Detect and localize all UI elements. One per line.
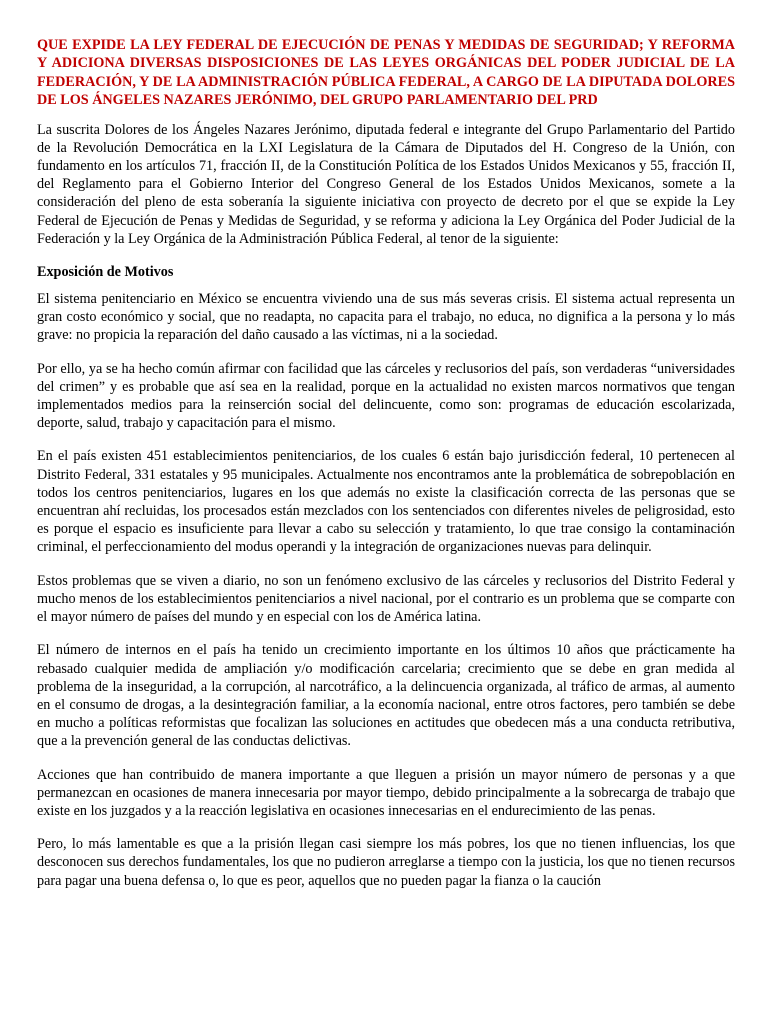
body-paragraph-3: En el país existen 451 establecimientos penitenciarios, de los cuales 6 están bajo jurisdicción federal, 10 pertenecen al Distrito Federal, 331 estatales y 95 municipales. Actualmente nos encontramos ante la problemática de sobrepoblación en todos los centros penitenciarios, lugares en los que además no existe la clasificación correcta de las personas que se encuentran ahí recluidas, los procesados están mezclados con los sentenciados con diferentes niveles de peligrosidad, esto es porque el espacio es insuficiente para llevar a cabo su selección y tratamiento, lo que trae consigo la contaminación criminal, el perfeccionamiento del modus operandi y la integración de organizaciones nuevas para delinquir. xyxy=(37,448,735,556)
document-title: QUE EXPIDE LA LEY FEDERAL DE EJECUCIÓN DE PENAS Y MEDIDAS DE SEGURIDAD; Y REFORMA Y ADICIONA DIVERSAS DISPOSICIONES DE LAS LEYES ORGÁNICAS DEL PODER JUDICIAL DE LA FEDERACIÓN, Y DE LA ADMINISTRACIÓN PÚBLICA FEDERAL, A CARGO DE LA DIPUTADA DOLORES DE LOS ÁNGELES NAZARES JERÓNIMO, DEL GRUPO PARLAMENTARIO DEL PRD xyxy=(37,37,735,109)
body-paragraph-5: El número de internos en el país ha tenido un crecimiento importante en los últimos 10 años que prácticamente ha rebasado cualquier medida de ampliación y/o modificación carcelaria; crecimiento que se debe en gran medida al problema de la inseguridad, a la corrupción, al narcotráfico, a la delincuencia organizada, al tráfico de armas, al aumento en el consumo de drogas, a la desintegración familiar, a la economía nacional, entre otros factores, pero también se debe en mucho a políticas reformistas que focalizan las soluciones en actitudes que obedecen más a una conducta retributiva, que a la prevención general de las conductas delictivas. xyxy=(37,642,735,750)
body-paragraph-7: Pero, lo más lamentable es que a la prisión llegan casi siempre los más pobres, los que no tienen influencias, los que desconocen sus derechos fundamentales, los que no pudieron arreglarse a tiempo con la justicia, los que no tienen recursos para pagar una buena defensa o, lo que es peor, aquellos que no pueden pagar la fianza o la caución xyxy=(37,836,735,889)
body-paragraph-6: Acciones que han contribuido de manera importante a que lleguen a prisión un mayor número de personas y a que permanezcan en ocasiones de manera innecesaria por mayor tiempo, debido principalmente a la sobrecarga de trabajo que existe en los juzgados y a la reacción legislativa en ocasiones innecesarias en el endurecimiento de las penas. xyxy=(37,766,735,819)
body-paragraph-2: Por ello, ya se ha hecho común afirmar con facilidad que las cárceles y reclusorios del país, son verdaderas “universidades del crimen” y es probable que así sea en la realidad, porque en la actualidad no existen marcos normativos que tengan implementados medios para la reinserción social del delincuente, como son: programas de educación escolarizada, deporte, salud, trabajo y capacitación para el mismo. xyxy=(37,360,735,432)
body-paragraph-1: El sistema penitenciario en México se encuentra viviendo una de sus más severas crisis. El sistema actual representa un gran costo económico y social, que no readapta, no capacita para el trabajo, no educa, no dignifica a la persona y lo más grave: no propicia la reparación del daño causado a las víctimas, ni a la sociedad. xyxy=(37,291,735,344)
body-paragraph-4: Estos problemas que se viven a diario, no son un fenómeno exclusivo de las cárceles y reclusorios del Distrito Federal y mucho menos de los establecimientos penitenciarios a nivel nacional, por el contrario es un problema que se comparte con el mayor número de países del mundo y en especial con los de América latina. xyxy=(37,572,735,626)
document-page xyxy=(37,36,735,905)
section-heading: Exposición de Motivos xyxy=(37,264,174,281)
intro-paragraph: La suscrita Dolores de los Ángeles Nazares Jerónimo, diputada federal e integrante del Grupo Parlamentario del Partido de la Revolución Democrática en la LXI Legislatura de la Cámara de Diputados del H. Congreso de la Unión, con fundamento en los artículos 71, fracción II, de la Constitución Política de los Estados Unidos Mexicanos y 55, fracción II, del Reglamento para el Gobierno Interior del Congreso General de los Estados Unidos Mexicanos, somete a la consideración del pleno de esta soberanía la siguiente iniciativa con proyecto de decreto por el que se expide la Ley Federal de Ejecución de Penas y Medidas de Seguridad, y se reforma y adiciona la Ley Orgánica del Poder Judicial de la Federación y la Ley Orgánica de la Administración Pública Federal, al tenor de la siguiente: xyxy=(37,121,735,247)
